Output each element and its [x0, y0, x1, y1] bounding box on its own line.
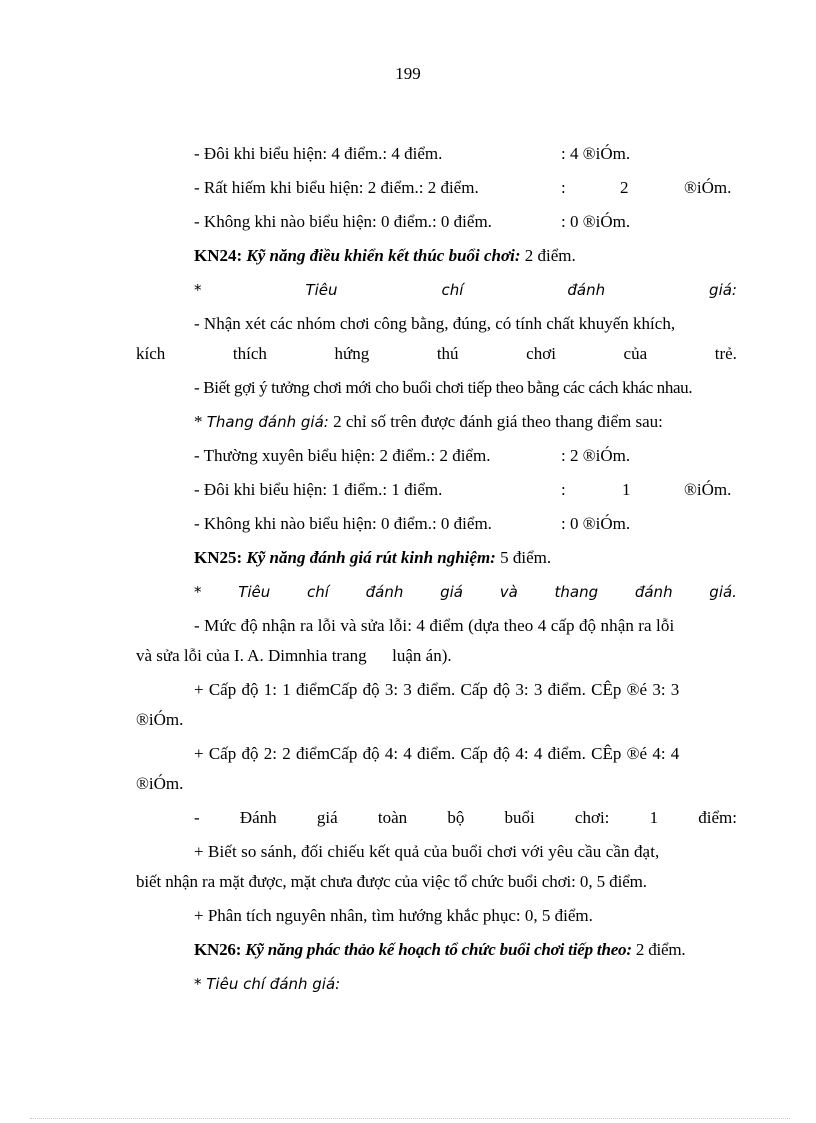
- scale-line: [136, 408, 737, 442]
- paragraph-line: - Mức độ nhận ra lỗi và sửa lỗi: 4 điểm (dựa theo 4 cấp độ nhận ra lỗi: [194, 616, 675, 635]
- score-colon: :: [561, 480, 566, 499]
- criteria-heading: [136, 276, 737, 310]
- paragraph-line: + Phân tích nguyên nhân, tìm hướng khắc phục: 0, 5 điểm.: [194, 906, 593, 925]
- skill-heading-kn24: [136, 242, 737, 276]
- paragraph-line: + Cấp độ 1: 1 điểmCấp độ 3: 3 điểm. Cấp độ 3: 3 điểm. CÊp ®é 3: 3: [194, 680, 680, 699]
- word: đánh: [634, 583, 673, 601]
- paragraph-line: + Biết so sánh, đối chiếu kết quả của buổi chơi với yêu cầu cần đạt,: [194, 842, 660, 861]
- word: của: [623, 344, 648, 363]
- word: buổi: [504, 808, 535, 827]
- scale-label: Thang đánh giá:: [206, 413, 329, 431]
- word: *: [194, 281, 202, 299]
- word: điểm:: [698, 808, 737, 827]
- skill-title: Kỹ năng phác thảo kế hoạch tổ chức buổi chơi tiếp theo:: [245, 940, 632, 959]
- word: trẻ.: [714, 344, 737, 363]
- score-number: 2: [620, 178, 629, 197]
- word: hứng: [334, 344, 370, 363]
- word: giá: [440, 583, 463, 601]
- paragraph-line: ®iÓm.: [136, 774, 184, 793]
- score-text: - Đôi khi biểu hiện: 1 điểm.: 1 điểm.: [194, 480, 443, 499]
- score-line: [136, 510, 737, 544]
- paragraph-line: ®iÓm.: [136, 710, 184, 729]
- criteria-heading: * Tiêu chí đánh giá:: [194, 975, 341, 993]
- skill-score: 5 điểm.: [500, 548, 552, 567]
- word: chí: [307, 583, 329, 601]
- score-colon: :: [561, 178, 566, 197]
- skill-code: KN25:: [194, 548, 243, 567]
- word: toàn: [377, 808, 408, 827]
- word: giá:: [709, 281, 737, 299]
- page-edge-divider: [30, 1118, 790, 1119]
- score-unit: ®iÓm.: [684, 178, 732, 197]
- document-body: [136, 140, 737, 1004]
- skill-heading-kn25: [136, 544, 737, 578]
- word: bộ: [447, 808, 465, 827]
- score-number: 1: [622, 480, 631, 499]
- score-line: [136, 140, 737, 174]
- word: chơi: [526, 344, 556, 363]
- skill-code: KN26:: [194, 940, 242, 959]
- word: thích: [232, 344, 267, 363]
- skill-score: 2 điểm.: [635, 940, 686, 959]
- score-text: - Rất hiếm khi biểu hiện: 2 điểm.: 2 điểm.: [194, 178, 479, 197]
- score-text: - Không khi nào biểu hiện: 0 điểm.: 0 điểm.: [194, 212, 492, 231]
- skill-heading-kn26: [136, 936, 737, 970]
- word: Tiêu: [305, 281, 338, 299]
- scale-text: 2 chỉ số trên được đánh giá theo thang điểm sau:: [333, 412, 663, 431]
- score-unit: ®iÓm.: [684, 480, 732, 499]
- score-line: [136, 174, 737, 208]
- word: thang: [554, 583, 599, 601]
- word: chơi:: [574, 808, 610, 827]
- word: đánh: [567, 281, 606, 299]
- word: giá: [316, 808, 338, 827]
- word: đánh: [365, 583, 404, 601]
- word: *: [194, 583, 202, 601]
- skill-title: Kỹ năng đánh giá rút kinh nghiệm:: [246, 548, 496, 567]
- score-text: - Đôi khi biểu hiện: 4 điểm.: 4 điểm.: [194, 144, 443, 163]
- word: 1: [649, 808, 659, 827]
- score-value: : 4 ®iÓm.: [561, 144, 631, 163]
- skill-title: Kỹ năng điều khiển kết thúc buổi chơi:: [246, 246, 521, 265]
- word: thú: [436, 344, 459, 363]
- scale-star: *: [194, 412, 203, 431]
- word: Tiêu: [238, 583, 271, 601]
- skill-code: KN24:: [194, 246, 243, 265]
- word: và: [499, 583, 518, 601]
- paragraph-line: biết nhận ra mặt được, mặt chưa được của việc tổ chức buổi chơi: 0, 5 điểm.: [136, 872, 647, 891]
- paragraph-line: [136, 804, 737, 838]
- score-line: [136, 208, 737, 242]
- paragraph-line: [136, 340, 737, 374]
- word: giá.: [709, 583, 737, 601]
- paragraph-line: - Nhận xét các nhóm chơi công bằng, đúng, có tính chất khuyến khích,: [194, 314, 676, 333]
- paragraph-line: + Cấp độ 2: 2 điểmCấp độ 4: 4 điểm. Cấp độ 4: 4 điểm. CÊp ®é 4: 4: [194, 744, 680, 763]
- word: Đánh: [239, 808, 277, 827]
- word: -: [194, 808, 200, 827]
- score-value: : 2 ®iÓm.: [561, 446, 631, 465]
- word: chí: [441, 281, 464, 299]
- score-value: : 0 ®iÓm.: [561, 514, 631, 533]
- score-value: : 0 ®iÓm.: [561, 212, 631, 231]
- word: kích: [136, 344, 166, 363]
- page-number: 199: [395, 64, 421, 83]
- criteria-heading: [136, 578, 737, 612]
- score-text: - Thường xuyên biểu hiện: 2 điểm.: 2 điểm.: [194, 446, 491, 465]
- score-line: [136, 476, 737, 510]
- paragraph-line: và sửa lỗi của I. A. Dimnhia trang luận án).: [136, 646, 452, 665]
- paragraph-line: - Biết gợi ý tưởng chơi mới cho buổi chơi tiếp theo bằng các cách khác nhau.: [194, 378, 693, 397]
- score-text: - Không khi nào biểu hiện: 0 điểm.: 0 điểm.: [194, 514, 492, 533]
- score-line: [136, 442, 737, 476]
- skill-score: 2 điểm.: [524, 246, 576, 265]
